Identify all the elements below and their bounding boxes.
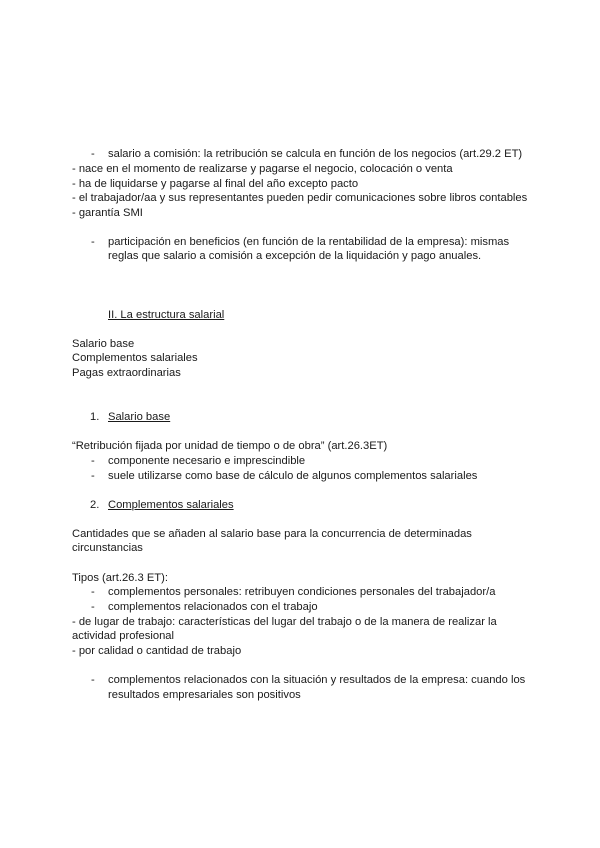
comision-subline: - ha de liquidarse y pagarse al final del año excepto pacto: [72, 178, 359, 190]
complementos-definition-line1: Cantidades que se añaden al salario base para la concurrencia de determinadas: [72, 528, 472, 540]
participacion-text-line2: reglas que salario a comisión a excepción de la liquidación y pago anuales.: [108, 250, 482, 262]
bullet-marker: -: [91, 470, 95, 482]
bullet-marker: -: [91, 674, 95, 686]
estructura-item: Pagas extraordinarias: [72, 367, 181, 379]
trabajo-subline: - de lugar de trabajo: características del lugar del trabajo o de la manera de realizar la: [72, 616, 497, 628]
estructura-item: Complementos salariales: [72, 352, 198, 364]
empresa-bullet-line1: complementos relacionados con la situación y resultados de la empresa: cuando los: [108, 674, 526, 686]
bullet-marker: -: [91, 455, 95, 467]
salario-base-definition: “Retribución fijada por unidad de tiempo o de obra” (art.26.3ET): [72, 440, 388, 452]
section-heading-estructura: II. La estructura salarial: [108, 309, 225, 321]
participacion-text-line1: participación en beneficios (en función de la rentabilidad de la empresa): mismas: [108, 236, 510, 248]
section-heading-complementos: Complementos salariales: [108, 499, 234, 511]
tipos-heading: Tipos (art.26.3 ET):: [72, 572, 168, 584]
section-number: 1.: [90, 411, 100, 423]
bullet-marker: -: [91, 236, 95, 248]
bullet-marker: -: [91, 601, 95, 613]
section-heading-salario-base: Salario base: [108, 411, 171, 423]
salario-base-bullet: componente necesario e imprescindible: [108, 455, 306, 467]
complementos-definition-line2: circunstancias: [72, 542, 143, 554]
section-number: 2.: [90, 499, 100, 511]
tipos-bullet: complementos personales: retribuyen condiciones personales del trabajador/a: [108, 586, 496, 598]
trabajo-subline: actividad profesional: [72, 630, 174, 642]
comision-subline: - el trabajador/aa y sus representantes pueden pedir comunicaciones sobre libros contables: [72, 192, 528, 204]
salario-base-bullet: suele utilizarse como base de cálculo de algunos complementos salariales: [108, 470, 478, 482]
comision-bullet-text: salario a comisión: la retribución se calcula en función de los negocios (art.29.2 ET): [108, 148, 523, 160]
bullet-marker: -: [91, 148, 95, 160]
bullet-marker: -: [91, 586, 95, 598]
comision-subline: - garantía SMI: [72, 207, 143, 219]
empresa-bullet-line2: resultados empresariales son positivos: [108, 689, 301, 701]
estructura-item: Salario base: [72, 338, 135, 350]
trabajo-subline: - por calidad o cantidad de trabajo: [72, 645, 242, 657]
tipos-bullet: complementos relacionados con el trabajo: [108, 601, 318, 613]
comision-subline: - nace en el momento de realizarse y pagarse el negocio, colocación o venta: [72, 163, 453, 175]
